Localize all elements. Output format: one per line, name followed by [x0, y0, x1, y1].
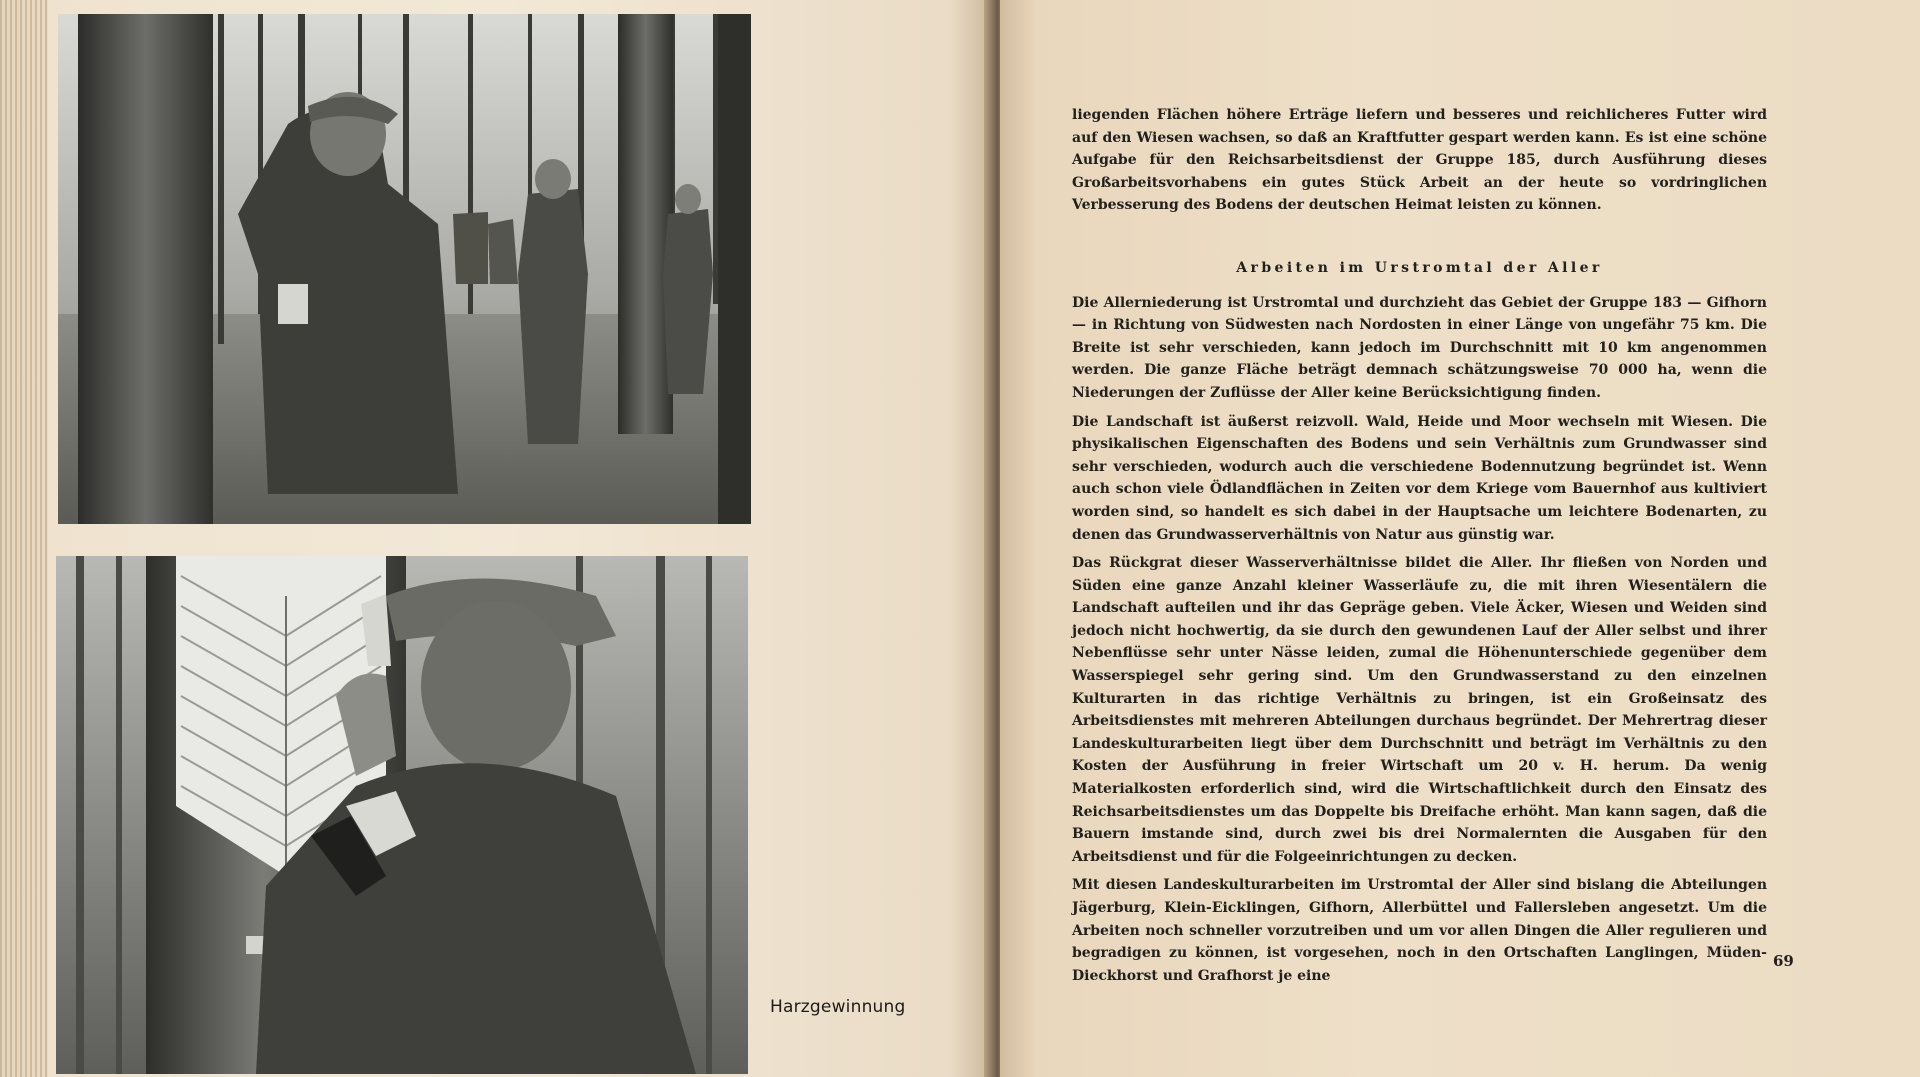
section-heading: Arbeiten im Urstromtal der Aller	[1236, 259, 1603, 276]
photo-resin-tapping-closeup	[56, 556, 748, 1074]
page-text	[1072, 104, 1767, 993]
page-edge	[0, 0, 48, 1077]
page-number: 69	[1773, 952, 1794, 970]
paragraph: Die Allerniederung ist Urstromtal und durchzieht das Gebiet der Gruppe 183 — Gifhorn — in Richtung von Südwesten nach Nordosten in einer Länge von ungefähr 75 km. Die Breite ist sehr verschieden, kann jedoch im Durchschnitt mit 10 km angenommen werden. Die ganze Fläche beträgt demnach schätzungsweise 70 000 ha, wenn die Niederungen der Zuflüsse der Aller keine Berücksichtigung finden.	[1072, 294, 1767, 401]
paragraph: Das Rückgrat dieser Wasserverhältnisse bildet die Aller. Ihr fließen von Norden und Süden eine ganze Anzahl kleiner Wasserläufe zu, die mit ihren Wiesentälern die Landschaft aufteilen und ihr das Gepräge geben. Viele Äcker, Wiesen und Weiden sind jedoch nicht hochwertig, da sie durch den gewundenen Lauf der Aller selbst und ihrer Nebenflüsse sehr unter Nässe leiden, zumal die Höhenunterschiede gegenüber dem Wasserspiegel sehr gering sind. Um den Grundwasserstand zu den einzelnen Kulturarten in das richtige Verhältnis zu bringen, ist ein Großeinsatz des Arbeitsdienstes mit mehreren Abteilungen durchaus begründet. Der Mehrertrag dieser Landeskulturarbeiten liegt über dem Durchschnitt und beträgt im Verhältnis zu den Kosten der Ausführung in freier Wirtschaft um 20 v. H. herum. Da wenig Materialkosten erforderlich sind, wird die Wirtschaftlichkeit durch den Einsatz des Reichsarbeitsdienstes um das Doppelte bis Dreifache erhöht. Man kann sagen, daß die Bauern imstande sind, durch zwei bis drei Normalernten die Ausgaben für den Arbeitsdienst und für die Folgeeinrichtungen zu decken.	[1072, 555, 1767, 865]
photo-top-graphic	[58, 14, 751, 524]
paragraph: Mit diesen Landeskulturarbeiten im Urstromtal der Aller sind bislang die Abteilungen Jägerburg, Klein-Eicklingen, Gifhorn, Allerbüttel und Fallersleben angesetzt. Um die Arbeiten noch schneller vorzutreiben und um vor allen Dingen die Aller regulieren und begradigen zu können, ist vorgesehen, noch in den Ortschaften Langlingen, Müden-Dieckhorst und Grafhorst je eine	[1072, 877, 1767, 984]
intro-paragraph: liegenden Flächen höhere Erträge liefern und besseres und reichlicheres Futter wird auf den Wiesen wachsen, so daß an Kraftfutter gespart werden kann. Es ist eine schöne Aufgabe für den Reichsarbeitsdienst der Gruppe 185, durch Ausführung dieses Großarbeitsvorhabens ein gutes Stück Arbeit an der heute so vordringlichen Verbesserung des Bodens der deutschen Heimat leisten zu können.	[1072, 107, 1767, 214]
photo-bottom-graphic	[56, 556, 748, 1074]
photo-caption: Harzgewinnung	[770, 997, 906, 1017]
photo-resin-tapping-forest	[58, 14, 751, 524]
paragraph: Die Landschaft ist äußerst reizvoll. Wald, Heide und Moor wechseln mit Wiesen. Die physikalischen Eigenschaften des Bodens und sein Verhältnis zum Grundwasser sind sehr verschieden, wodurch auch die verschiedene Bodennutzung begründet ist. Wenn auch schon viele Ödlandflächen in Zeiten vor dem Kriege vom Bauernhof aus kultiviert worden sind, so handelt es sich dabei in der Hauptsache um leichtere Bodenarten, zu denen das Grundwasserverhältnis von Natur aus günstig war.	[1072, 413, 1767, 543]
